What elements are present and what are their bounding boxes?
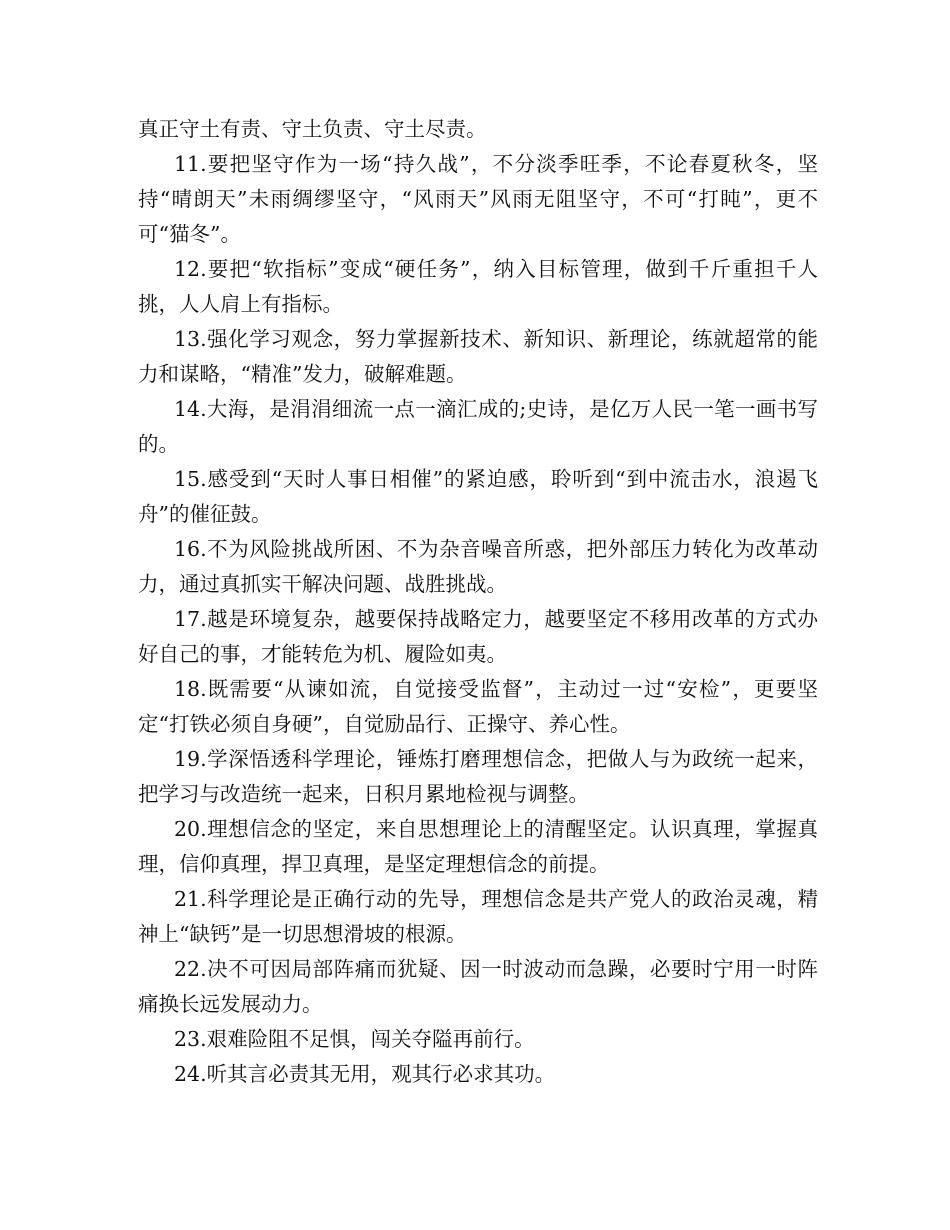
- document-body: [138, 112, 818, 1092]
- paragraph-continued: 真正守土有责、守土负责、守土尽责。: [138, 117, 487, 141]
- paragraph-17: 17.越是环境复杂，越要保持战略定力，越要坚定不移用改革的方式办好自己的事，才能转危为机、履险如夷。: [138, 607, 818, 666]
- paragraph-16: 16.不为风险挑战所困、不为杂音噪音所惑，把外部压力转化为改革动力，通过真抓实干解决问题、战胜挑战。: [138, 537, 818, 596]
- paragraph-14: 14.大海，是涓涓细流一点一滴汇成的;史诗，是亿万人民一笔一画书写的。: [138, 397, 818, 456]
- paragraph-19: 19.学深悟透科学理论，锤炼打磨理想信念，把做人与为政统一起来，把学习与改造统一起来，日积月累地检视与调整。: [138, 747, 818, 806]
- paragraph-13: 13.强化学习观念，努力掌握新技术、新知识、新理论，练就超常的能力和谋略，“精准”发力，破解难题。: [138, 327, 818, 386]
- paragraph-22: 22.决不可因局部阵痛而犹疑、因一时波动而急躁，必要时宁用一时阵痛换长远发展动力。: [138, 957, 818, 1016]
- paragraph-11: 11.要把坚守作为一场“持久战”，不分淡季旺季，不论春夏秋冬，坚持“晴朗天”未雨绸缪坚守，“风雨天”风雨无阻坚守，不可“打盹”，更不可“猫冬”。: [138, 152, 818, 246]
- paragraph-18: 18.既需要“从谏如流，自觉接受监督”，主动过一过“安检”，更要坚定“打铁必须自身硬”，自觉励品行、正操守、养心性。: [138, 677, 818, 736]
- paragraph-23: 23.艰难险阻不足惧，闯关夺隘再前行。: [174, 1027, 535, 1051]
- paragraph-20: 20.理想信念的坚定，来自思想理论上的清醒坚定。认识真理，掌握真理，信仰真理，捍卫真理，是坚定理想信念的前提。: [138, 817, 818, 876]
- paragraph-12: 12.要把“软指标”变成“硬任务”，纳入目标管理，做到千斤重担千人挑，人人肩上有指标。: [138, 257, 818, 316]
- paragraph-15: 15.感受到“天时人事日相催”的紧迫感，聆听到“到中流击水，浪遏飞舟”的催征鼓。: [138, 467, 818, 526]
- paragraph-21: 21.科学理论是正确行动的先导，理想信念是共产党人的政治灵魂，精神上“缺钙”是一切思想滑坡的根源。: [138, 887, 818, 946]
- paragraph-24: 24.听其言必责其无用，观其行必求其功。: [174, 1062, 556, 1086]
